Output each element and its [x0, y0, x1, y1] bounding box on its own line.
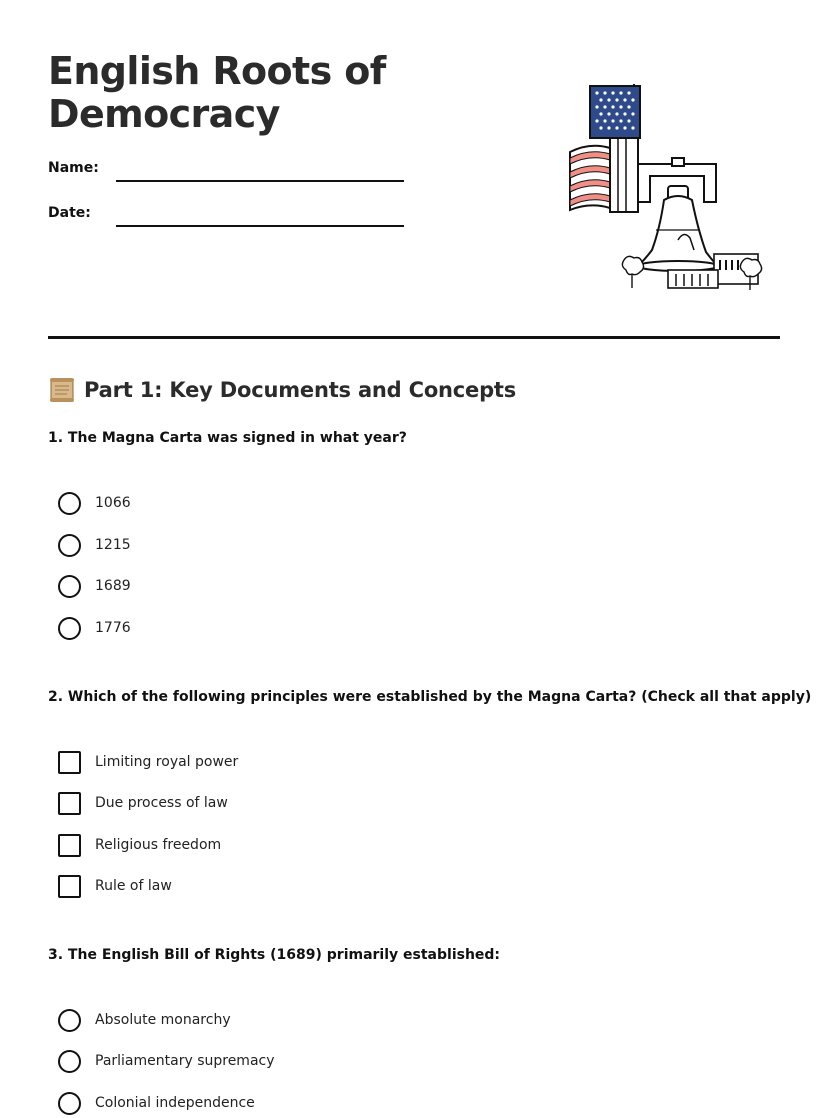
- section-title: Part 1: Key Documents and Concepts: [84, 378, 517, 402]
- option-label: Limiting royal power: [95, 754, 239, 770]
- name-label: Name:: [48, 160, 99, 176]
- checkbox[interactable]: [58, 834, 81, 857]
- worksheet-title: English Roots of Democracy: [48, 49, 386, 136]
- radio-button[interactable]: [58, 575, 81, 598]
- scroll-icon: [48, 376, 76, 404]
- question-2-option-3[interactable]: [58, 833, 221, 857]
- question-2-option-1[interactable]: [58, 750, 238, 774]
- option-label: Rule of law: [95, 878, 172, 894]
- question-2-option-2[interactable]: [58, 791, 228, 815]
- radio-button[interactable]: [58, 617, 81, 640]
- question-2-option-4[interactable]: [58, 874, 172, 898]
- question-3-option-2[interactable]: [58, 1049, 275, 1073]
- question-3-option-3[interactable]: [58, 1091, 255, 1115]
- option-label: Due process of law: [95, 795, 228, 811]
- radio-button[interactable]: [58, 534, 81, 557]
- question-3-option-1[interactable]: [58, 1008, 231, 1032]
- checkbox[interactable]: [58, 875, 81, 898]
- liberty-bell-flag-illustration: [560, 80, 775, 298]
- question-2: 2. Which of the following principles were established by the Magna Carta? (Check all that apply): [48, 689, 812, 705]
- question-1-option-1[interactable]: [58, 491, 131, 515]
- radio-button[interactable]: [58, 492, 81, 515]
- option-label: 1215: [95, 537, 131, 553]
- date-field[interactable]: [116, 225, 404, 227]
- option-label: 1066: [95, 495, 131, 511]
- section-heading-part1: [48, 374, 516, 406]
- date-label: Date:: [48, 205, 91, 221]
- question-1-option-3[interactable]: [58, 574, 131, 598]
- name-field[interactable]: [116, 180, 404, 182]
- header-divider: [48, 336, 780, 339]
- question-3: 3. The English Bill of Rights (1689) primarily established:: [48, 947, 501, 963]
- question-1: 1. The Magna Carta was signed in what year?: [48, 430, 407, 446]
- checkbox[interactable]: [58, 751, 81, 774]
- option-label: Parliamentary supremacy: [95, 1053, 275, 1069]
- radio-button[interactable]: [58, 1092, 81, 1115]
- option-label: Religious freedom: [95, 837, 222, 853]
- radio-button[interactable]: [58, 1009, 81, 1032]
- option-label: Colonial independence: [95, 1095, 255, 1111]
- radio-button[interactable]: [58, 1050, 81, 1073]
- checkbox[interactable]: [58, 792, 81, 815]
- option-label: 1776: [95, 620, 131, 636]
- option-label: 1689: [95, 578, 131, 594]
- option-label: Absolute monarchy: [95, 1012, 231, 1028]
- question-1-option-2[interactable]: [58, 533, 131, 557]
- question-1-option-4[interactable]: [58, 616, 131, 640]
